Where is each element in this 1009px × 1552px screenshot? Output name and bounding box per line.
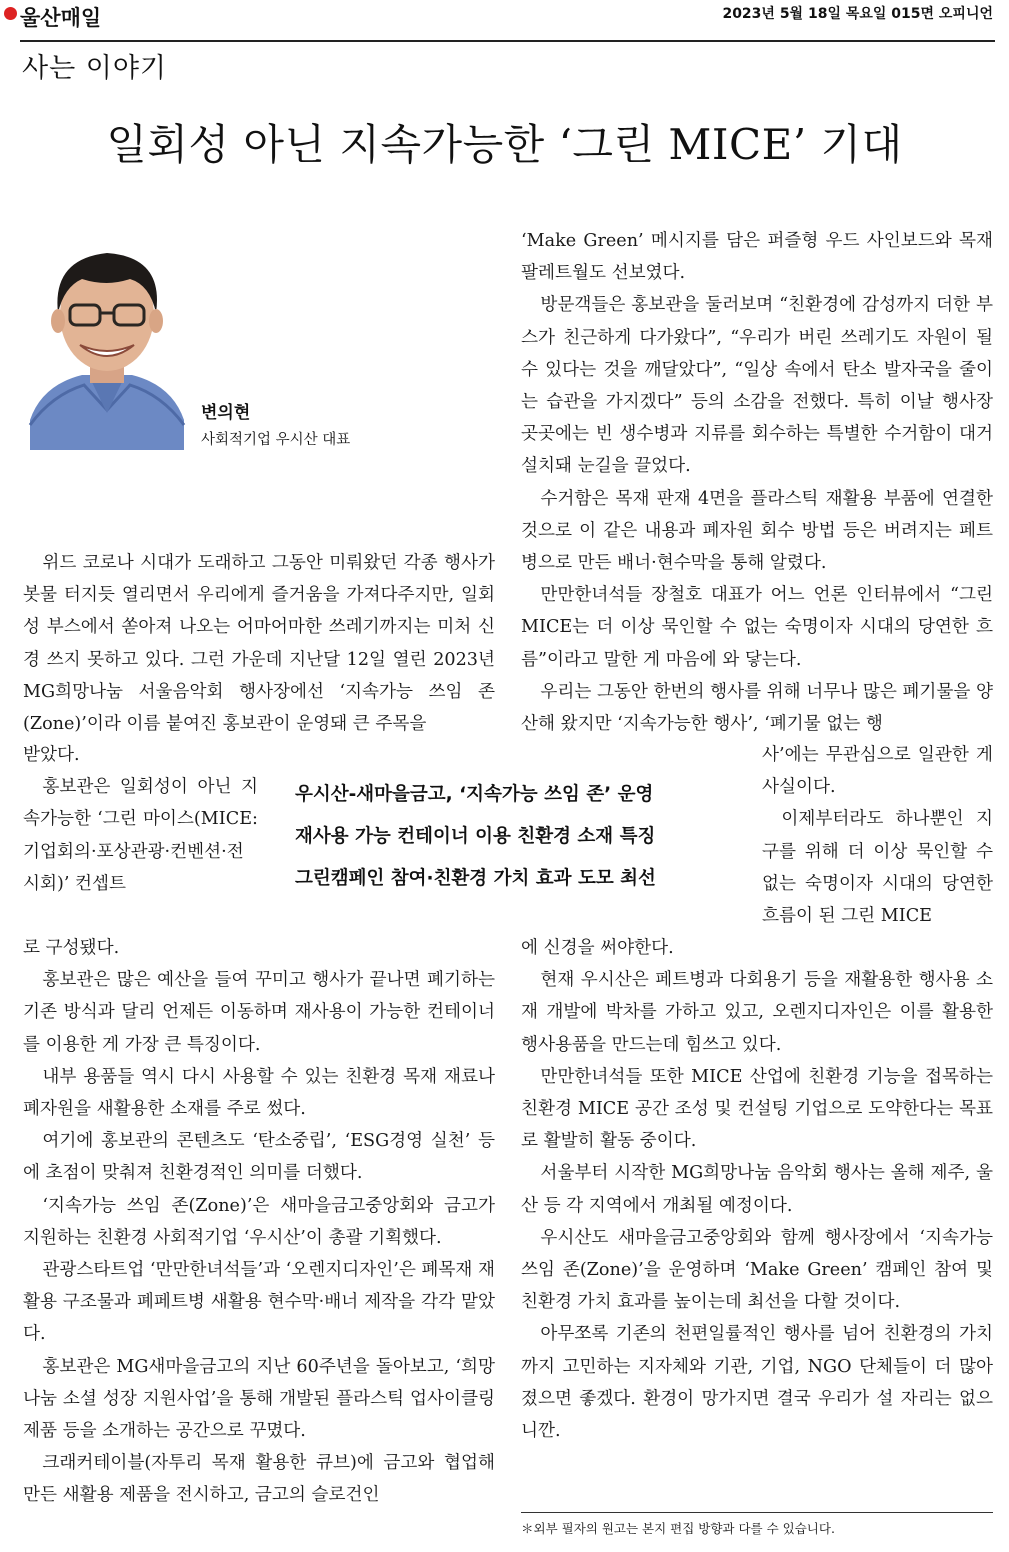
paragraph: 홍보관은 많은 예산을 들여 꾸미고 행사가 끝나면 폐기하는 기존 방식과 달리 언제든 이동하며 재사용이 가능한 컨테이너를 이용한 게 가장 큰 특징이다. (23, 970, 495, 1055)
footnote: ＊외부 필자의 원고는 본지 편집 방향과 다를 수 있습니다. (521, 1521, 835, 1536)
author-name: 변의현 (201, 403, 251, 423)
paragraph: 내부 용품들 역시 다시 사용할 수 있는 친환경 목재 재료나 폐자원을 새활용한 소재를 주로 썼다. (23, 1066, 495, 1120)
paragraph: 위드 코로나 시대가 도래하고 그동안 미뤄왔던 각종 행사가 봇물 터지듯 열리면서 우리에게 즐거움을 가져다주지만, 일회성 부스에서 쏟아져 나오는 어마어마한 쓰레기까지는 미처 신경 쓰지 못하고 있다. 그런 가운데 지난달 12일 열린 2023년 MG희망나눔 서울음악회 행사장에선 ‘지속가능 쓰임 존(Zone)’이라 이름 붙여진 홍보관이 운영돼 큰 주목을 (23, 553, 495, 735)
paragraph: 관광스타트업 ‘만만한녀석들’과 ‘오렌지디자인’은 폐목재 재활용 구조물과 폐페트병 새활용 현수막·배너 제작을 각각 맡았다. (23, 1260, 495, 1345)
paragraph: 사’에는 무관심으로 일관한 게 사실이다. (762, 745, 993, 798)
paragraph: ‘Make Green’ 메시지를 담은 퍼즐형 우드 사인보드와 목재 팔레트월도 선보였다. (521, 231, 993, 284)
newspaper-logo (4, 2, 101, 32)
paragraph: 여기에 홍보관의 콘텐츠도 ‘탄소중립’, ‘ESG경영 실천’ 등에 초점이 맞춰져 친환경적인 의미를 더했다. (23, 1131, 495, 1184)
paragraph: 현재 우시산은 페트병과 다회용기 등을 재활용한 행사용 소재 개발에 박차를 가하고 있고, 오렌지디자인은 이를 활용한 행사용품을 만드는데 힘쓰고 있다. (521, 970, 993, 1055)
top-rule (20, 40, 995, 42)
subhead-2: 재사용 가능 컨테이너 이용 친환경 소재 특징 (295, 826, 656, 847)
paragraph: 아무쪼록 기존의 천편일률적인 행사를 넘어 친환경의 가치까지 고민하는 지자체와 기관, 기업, NGO 단체들이 더 많아졌으면 좋겠다. 환경이 망가지면 결국 우리가 설 자리는 없으니깐. (521, 1324, 993, 1442)
subheads (295, 774, 735, 900)
author-photo (22, 235, 192, 450)
logo-mark-icon (4, 7, 17, 20)
author-title: 사회적기업 우시산 대표 (201, 432, 351, 448)
paragraph: 받았다. (23, 745, 80, 765)
masthead (0, 0, 1009, 34)
right-column-bottom (521, 932, 993, 1447)
paragraph: 에 신경을 써야한다. (521, 938, 674, 958)
paragraph: ‘지속가능 쓰임 존(Zone)’은 새마을금고중앙회와 금고가 지원하는 친환경 사회적기업 ‘우시산’이 총괄 기획했다. (23, 1195, 495, 1248)
headline: 일회성 아닌 지속가능한 ‘그린 MICE’ 기대 (106, 120, 903, 169)
paragraph: 만만한녀석들 또한 MICE 산업에 친환경 기능을 접목하는 친환경 MICE 공간 조성 및 컨설팅 기업으로 도약한다는 목표로 활발히 활동 중이다. (521, 1066, 993, 1152)
paragraph: 홍보관은 MG새마을금고의 지난 60주년을 돌아보고, ‘희망나눔 소셜 성장 지원사업’을 통해 개발된 플라스틱 업사이클링 제품 등을 소개하는 공간으로 꾸몄다. (23, 1356, 495, 1442)
paragraph: 방문객들은 홍보관을 둘러보며 “친환경에 감성까지 더한 부스가 친근하게 다가왔다”, “우리가 버린 쓰레기도 자원이 될 수 있다는 것을 깨달았다”, “일상 속에서 탄소 발자국을 줄이는 습관을 가지겠다” 등의 소감을 전했다. 특히 이날 행사장 곳곳에는 빈 생수병과 지류를 회수하는 특별한 수거함이 대거 설치돼 눈길을 끌었다. (521, 295, 993, 477)
footnote-rule (521, 1512, 993, 1513)
paragraph: 만만한녀석들 장철호 대표가 어느 언론 인터뷰에서 “그린 MICE는 더 이상 묵인할 수 없는 숙명이자 시대의 당연한 흐름”이라고 말한 게 마음에 와 닿는다. (521, 585, 993, 670)
right-column-top (521, 225, 993, 740)
subhead-1: 우시산-새마을금고, ‘지속가능 쓰임 존’ 운영 (295, 784, 654, 805)
paragraph: 이제부터라도 하나뿐인 지구를 위해 더 이상 묵인할 수 없는 숙명이자 시대의 당연한 흐름이 된 그린 MICE (762, 809, 993, 927)
paragraph: 우시산도 새마을금고중앙회와 함께 행사장에서 ‘지속가능 쓰임 존(Zone)’을 운영하며 ‘Make Green’ 캠페인 참여 및 친환경 가치 효과를 높이는데 최선을 다할 것이다. (521, 1227, 993, 1313)
paragraph: 홍보관은 일회성이 아닌 지속가능한 ‘그린 마이스(MICE:기업회의·포상관광·컨벤션·전시회)’ 컨셉트 (23, 777, 258, 894)
logo-text: 울산매일 (20, 6, 102, 30)
paragraph: 크래커테이블(자투리 목재 활용한 큐브)에 금고와 협업해 만든 새활용 제품을 전시하고, 금고의 슬로건인 (23, 1453, 495, 1506)
paragraph: 서울부터 시작한 MG희망나눔 음악회 행사는 올해 제주, 울산 등 각 지역에서 개최될 예정이다. (521, 1163, 993, 1216)
left-column-top (23, 547, 495, 740)
dateline: 2023년 5월 18일 목요일 015면 오피니언 (722, 6, 993, 22)
left-column-bottom (23, 932, 495, 1512)
paragraph: 로 구성됐다. (23, 938, 120, 958)
paragraph: 수거함은 목재 판재 4면을 플라스틱 재활용 부품에 연결한 것으로 이 같은 내용과 폐자원 회수 방법 등은 버려지는 페트병으로 만든 배너·현수막을 통해 알렸다. (521, 488, 993, 574)
right-column-narrow (762, 739, 993, 932)
subhead-3: 그린캠페인 참여·친환경 가치 효과 도모 최선 (295, 868, 656, 889)
paragraph: 우리는 그동안 한번의 행사를 위해 너무나 많은 폐기물을 양산해 왔지만 ‘지속가능한 행사’, ‘폐기물 없는 행 (521, 681, 993, 735)
section-title: 사는 이야기 (22, 53, 167, 84)
left-column-narrow (23, 739, 258, 900)
